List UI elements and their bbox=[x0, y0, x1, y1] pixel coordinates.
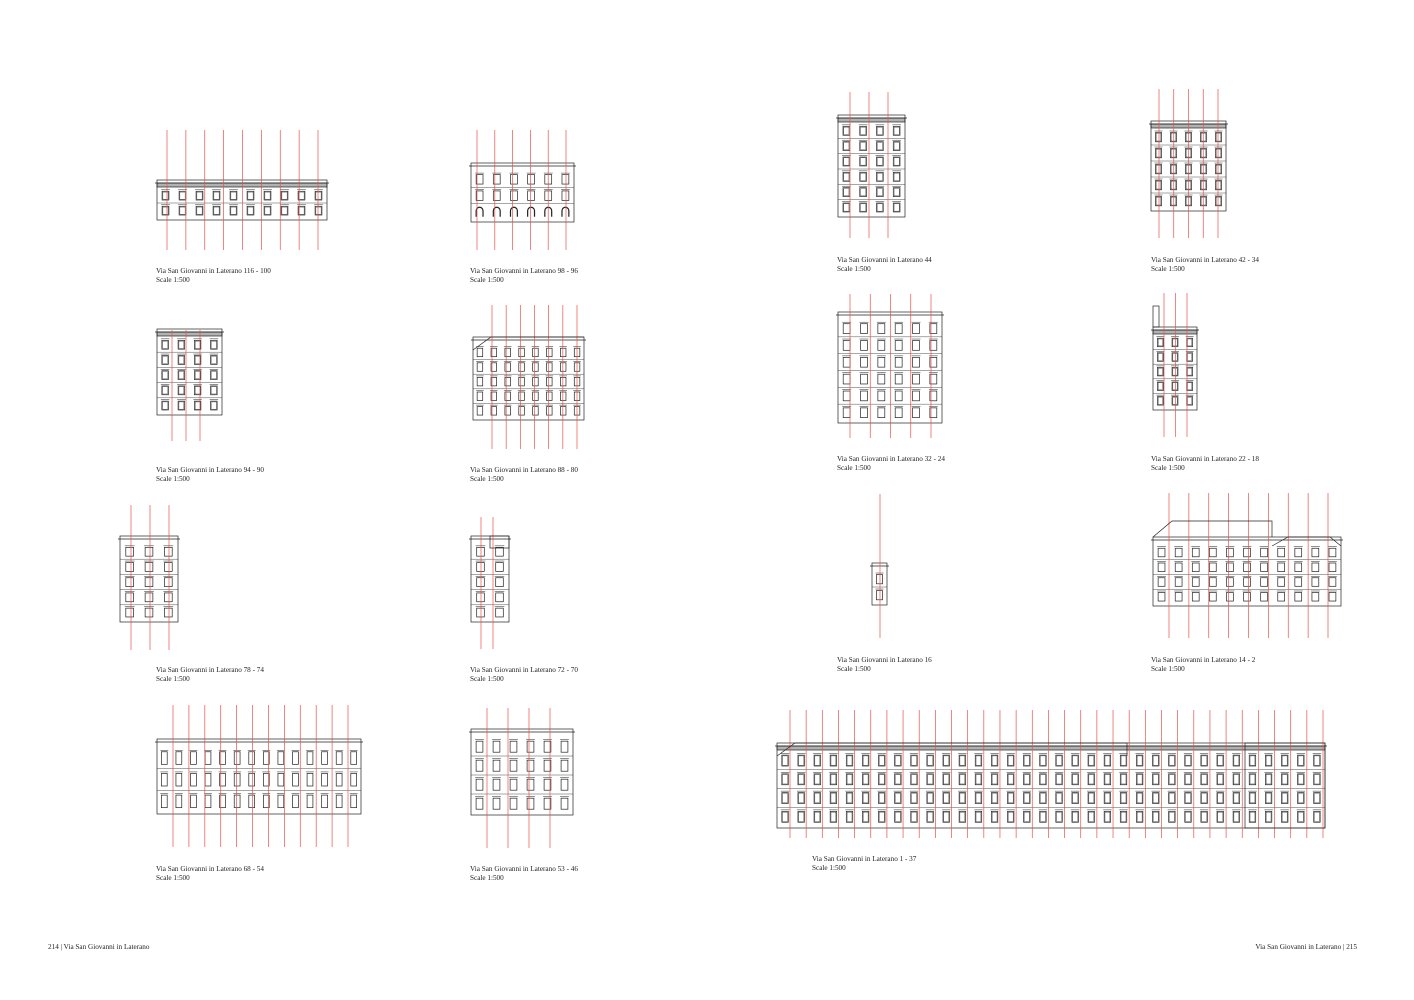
caption-116-100: Via San Giovanni in Laterano 116 - 100 Scale 1:500 bbox=[156, 267, 271, 285]
elevation-78-74 bbox=[118, 505, 180, 650]
elevation-1-37 bbox=[775, 710, 1327, 838]
elevation-32-24 bbox=[836, 294, 944, 438]
caption-42-34: Via San Giovanni in Laterano 42 - 34 Scale 1:500 bbox=[1151, 256, 1259, 274]
caption-14-2: Via San Giovanni in Laterano 14 - 2 Scale 1:500 bbox=[1151, 656, 1256, 674]
elevation-42-34 bbox=[1149, 89, 1228, 238]
elevation-68-54 bbox=[155, 705, 363, 847]
caption-44: Via San Giovanni in Laterano 44 Scale 1:500 bbox=[837, 256, 932, 274]
caption-1-37: Via San Giovanni in Laterano 1 - 37 Scale 1:500 bbox=[812, 855, 917, 873]
elevation-22-18 bbox=[1151, 293, 1199, 437]
elevation-16 bbox=[870, 494, 889, 638]
elevation-94-90 bbox=[155, 329, 224, 441]
elevation-116-100 bbox=[155, 130, 329, 250]
caption-22-18: Via San Giovanni in Laterano 22 - 18 Scale 1:500 bbox=[1151, 455, 1259, 473]
caption-72-70: Via San Giovanni in Laterano 72 - 70 Scale 1:500 bbox=[470, 666, 578, 684]
caption-94-90: Via San Giovanni in Laterano 94 - 90 Scale 1:500 bbox=[156, 466, 264, 484]
caption-78-74: Via San Giovanni in Laterano 78 - 74 Scale 1:500 bbox=[156, 666, 264, 684]
caption-32-24: Via San Giovanni in Laterano 32 - 24 Scale 1:500 bbox=[837, 455, 945, 473]
elevation-44 bbox=[836, 92, 907, 238]
caption-88-80: Via San Giovanni in Laterano 88 - 80 Scale 1:500 bbox=[470, 466, 578, 484]
caption-98-96: Via San Giovanni in Laterano 98 - 96 Scale 1:500 bbox=[470, 267, 578, 285]
footer-left: 214 | Via San Giovanni in Laterano bbox=[48, 943, 150, 951]
caption-16: Via San Giovanni in Laterano 16 Scale 1:500 bbox=[837, 656, 932, 674]
elevation-98-96 bbox=[469, 130, 576, 250]
elevation-88-80 bbox=[471, 305, 586, 449]
footer-right: Via San Giovanni in Laterano | 215 bbox=[1255, 943, 1357, 951]
elevation-14-2 bbox=[1151, 493, 1343, 638]
caption-53-46: Via San Giovanni in Laterano 53 - 46 Scale 1:500 bbox=[470, 865, 578, 883]
elevation-53-46 bbox=[469, 708, 575, 848]
caption-68-54: Via San Giovanni in Laterano 68 - 54 Scale 1:500 bbox=[156, 865, 264, 883]
